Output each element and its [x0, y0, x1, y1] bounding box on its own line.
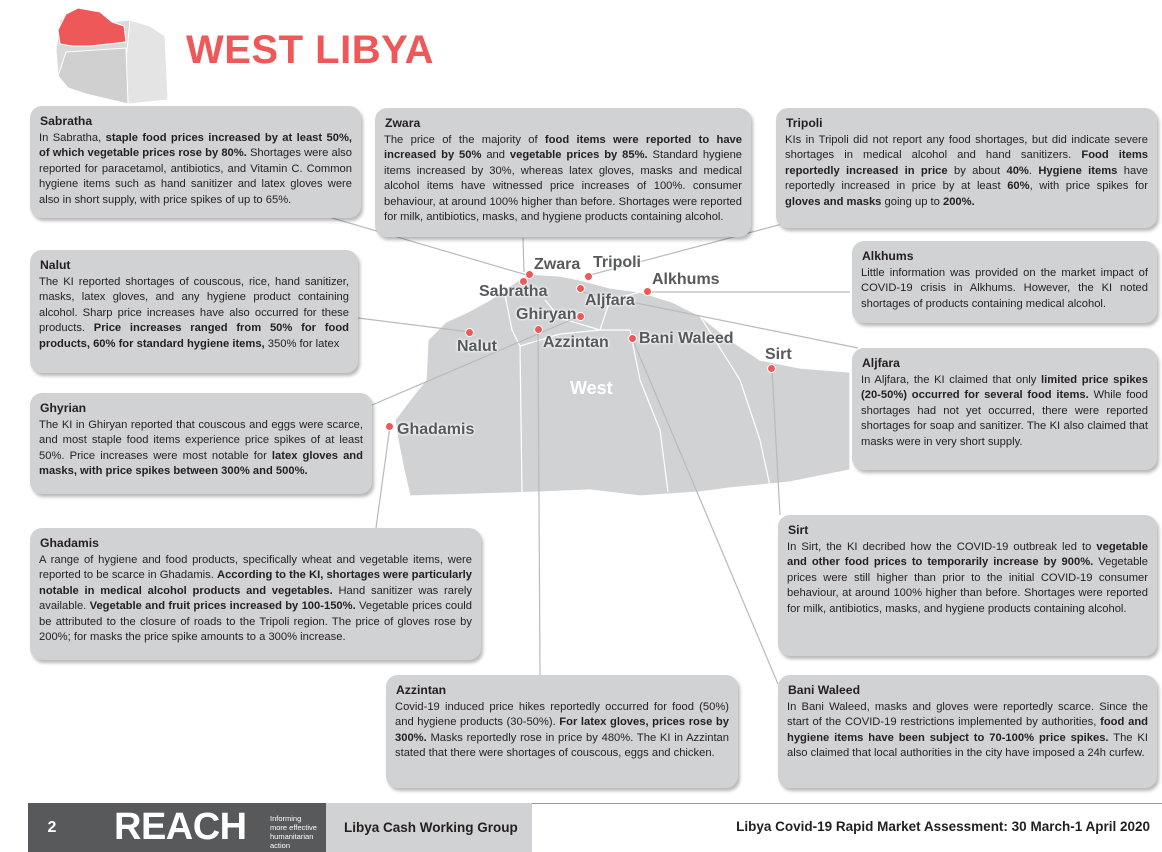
city-dot-tripoli — [584, 272, 593, 281]
info-box-text: In Aljfara, the KI claimed that only limited price spikes (20-50%) occurred for several food items. While food shortages had not yet occurred, there were reported shortages for soap and sanitizer. The KI also claimed that masks were in very short supply. — [861, 373, 1148, 448]
info-box-text: The KI reported shortages of couscous, rice, hand sanitizer, masks, latex gloves, and any hygiene product containing alcohol. Sharp price increases have also occurred for these products. Price increases ranged from 50% for food products, 60% for standard hygiene items, 350% for latex — [39, 275, 349, 350]
city-label-zwara: Zwara — [534, 256, 581, 273]
city-dot-sirt — [767, 364, 776, 373]
footer — [28, 803, 1162, 852]
city-label-ghadamis: Ghadamis — [397, 421, 475, 438]
info-box-text: In Sirt, the KI decribed how the COVID-19 outbreak led to vegetable and other food prices to temporarily increase by 900%. Vegetable prices were still higher than prior to the initial COVID-19 consumer behaviour, at around 100% higher than before. Shortages were reported for milk, antibiotics, masks, and hygiene products containing alcohol. — [787, 540, 1148, 615]
logo-tagline-line: Informing — [270, 814, 302, 823]
info-box-title: Tripoli — [786, 116, 823, 130]
info-box-title: Alkhums — [862, 249, 914, 263]
info-box-title: Sirt — [788, 523, 809, 537]
info-box-alkhums — [852, 241, 1157, 323]
info-box-text: In Sabratha, staple food prices increased by at least 50%, of which vegetable prices rose by 80%. Shortages were also reported for paracetamol, antibiotics, and Vitamin C. Common hygiene items such as hand sanitizer and latex gloves were also in short supply, with price spikes of up to 65%. — [39, 131, 353, 206]
info-box-text: The KI in Ghiryan reported that couscous and eggs were scarce, and most staple food items experience price spikes of at least 50%. Price increases were most notable for latex gloves and masks, with price spikes between 300% and 500%. — [39, 418, 363, 478]
city-dot-alkhums — [643, 287, 652, 296]
city-label-azzintan: Azzintan — [543, 334, 609, 351]
info-box-sabratha — [30, 106, 361, 218]
city-dot-bani-waleed — [628, 334, 637, 343]
city-label-tripoli: Tripoli — [593, 254, 641, 271]
logo-tagline-line: humanitarian action — [270, 832, 314, 850]
info-box-text: Covid-19 induced price hikes reportedly occurred for food (50%) and hygiene products (30-50%). For latex gloves, prices rose by 300%. Masks reportedly rose in price by 480%. The KI in Azzintan stated that there were shortages of couscous, eggs and chicken. — [395, 700, 729, 760]
info-box-sirt — [778, 515, 1157, 656]
info-box-azzintan — [386, 675, 738, 788]
city-dot-nalut — [465, 328, 474, 337]
city-label-sirt: Sirt — [765, 346, 792, 363]
page-number: 2 — [28, 803, 76, 852]
footer-group-name: Libya Cash Working Group — [326, 803, 532, 852]
info-box-title: Sabratha — [40, 114, 93, 128]
city-dot-ghadamis — [385, 422, 394, 431]
city-dot-aljfara — [576, 284, 585, 293]
city-dot-ghiryan — [576, 312, 585, 321]
city-label-ghiryan: Ghiryan — [516, 306, 577, 323]
info-box-zwara — [375, 108, 751, 237]
info-box-tripoli — [776, 108, 1157, 228]
info-box-bani-waleed — [778, 675, 1157, 788]
city-label-aljfara: Aljfara — [585, 292, 635, 309]
info-box-text: A range of hygiene and food products, specifically wheat and vegetable items, were reported to be scarce in Ghadamis. According to the KI, shortages were particularly notable in medical alcohol products and vegetables. Hand sanitizer was rarely available. Vegetable and fruit prices increased by 100-150%. Vegetable prices could be attributed to the closure of roads to the Tripoli region. The price of gloves rose by 200%; for masks the price spike amounts to a 300% increase. — [39, 553, 472, 644]
city-label-nalut: Nalut — [457, 338, 497, 355]
region-label-west: West — [570, 378, 613, 398]
info-box-ghadamis — [30, 528, 481, 660]
footer-divider — [532, 803, 1162, 804]
info-box-title: Azzintan — [396, 683, 447, 697]
leader-line-ghadamis — [376, 426, 390, 528]
info-box-title: Zwara — [385, 116, 421, 130]
info-box-title: Ghyrian — [40, 401, 87, 415]
info-box-aljfara — [852, 348, 1157, 470]
leader-line-zwara — [523, 238, 524, 272]
info-box-text: The price of the majority of food items were reported to have increased by 50% and vegetable prices by 85%. Standard hygiene items increased by 30%, whereas latex gloves, masks and medical alcohol items have witnessed price increases of 100%. consumer behaviour, at around 100% higher than before. Shortages were reported for milk, antibiotics, masks, and hygiene products containing alcohol. — [384, 133, 743, 224]
info-box-text: In Bani Waleed, masks and gloves were reportedly scarce. Since the start of the COVID-19 restrictions implemented by authorities, food and hygiene items have been subject to 70-100% price spikes. The KI also claimed that local authorities in the city have imposed a 24h curfew. — [787, 700, 1148, 760]
inset-south-region — [58, 48, 128, 104]
city-label-sabratha: Sabratha — [479, 283, 548, 300]
info-box-title: Nalut — [40, 258, 71, 272]
info-box-title: Aljfara — [862, 356, 900, 370]
inset-east-region — [126, 20, 168, 104]
info-box-title: Bani Waleed — [788, 683, 861, 697]
info-box-title: Ghadamis — [40, 536, 99, 550]
info-box-text: Little information was provided on the market impact of COVID-19 crisis in Alkhums. However, the KI noted shortages of products containing medical alcohol. — [861, 266, 1148, 310]
city-label-bani-waleed: Bani Waleed — [639, 330, 734, 347]
inset-west-highlight — [58, 8, 126, 46]
reach-logo-tagline — [270, 814, 326, 850]
city-dot-sabratha — [525, 270, 534, 279]
info-box-nalut — [30, 250, 358, 373]
reach-logo — [76, 803, 326, 852]
logo-tagline-line: more effective — [270, 823, 317, 832]
reach-logo-word: REACH — [114, 806, 247, 848]
inset-locator-map — [56, 8, 168, 104]
page-title: WEST LIBYA — [186, 28, 434, 72]
info-box-text: KIs in Tripoli did not report any food shortages, but did indicate severe shortages in medical alcohol and hand sanitizers. Food items reportedly increased in price by about 40%. Hygiene items have reportedly increased in price by at least 60%, with price spikes for gloves and masks going up to 200%. — [785, 133, 1149, 208]
city-label-alkhums: Alkhums — [652, 271, 720, 288]
city-dot-azzintan — [534, 325, 543, 334]
footer-report-title: Libya Covid-19 Rapid Market Assessment: 30 March-1 April 2020 — [736, 819, 1150, 834]
info-box-ghyrian — [30, 393, 372, 494]
